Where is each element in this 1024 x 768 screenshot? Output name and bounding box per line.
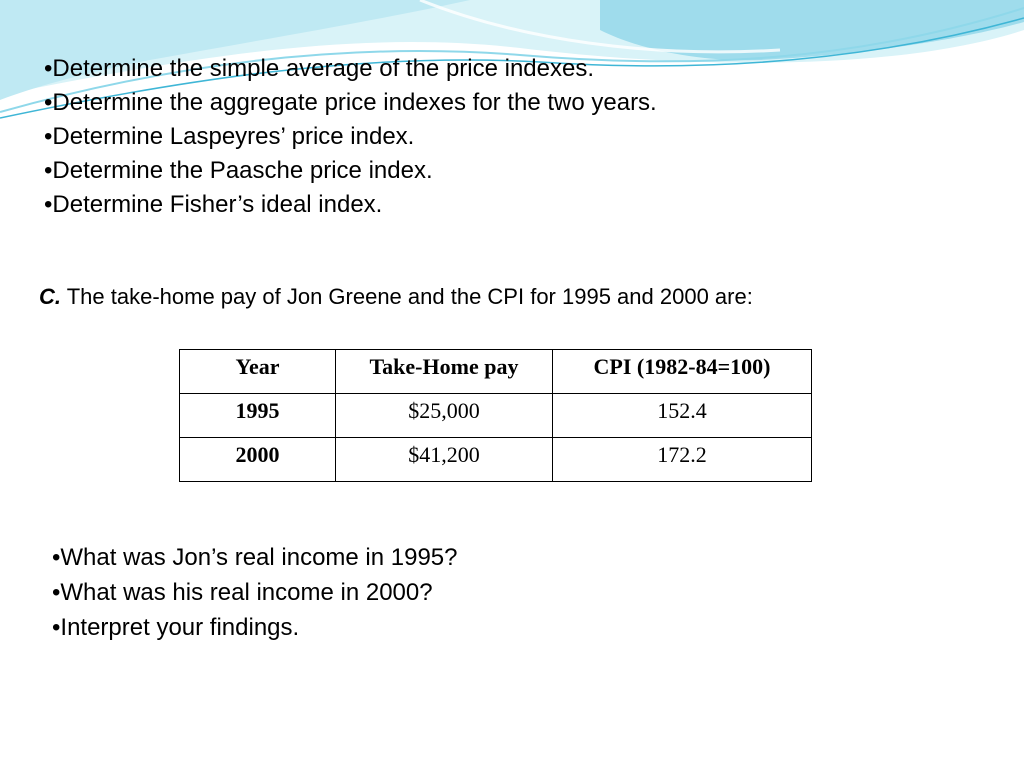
cpi-cell: 172.2 <box>553 438 812 482</box>
question-item: •What was his real income in 2000? <box>52 579 433 606</box>
table-row <box>180 438 812 482</box>
section-c-text: The take-home pay of Jon Greene and the CPI for 1995 and 2000 are: <box>61 284 753 309</box>
section-c-intro <box>39 282 753 312</box>
task-item: •Determine the simple average of the price indexes. <box>44 55 595 82</box>
column-header-cpi: CPI (1982-84=100) <box>553 350 812 394</box>
table-row <box>180 394 812 438</box>
task-item: •Determine Laspeyres’ price index. <box>44 123 415 150</box>
column-header-take-home-pay: Take-Home pay <box>336 350 553 394</box>
pay-cell: $25,000 <box>336 394 553 438</box>
cpi-cell: 152.4 <box>553 394 812 438</box>
question-list <box>52 540 458 645</box>
section-c-label: C. <box>39 284 61 309</box>
task-item: •Determine Fisher’s ideal index. <box>44 191 383 218</box>
year-cell: 2000 <box>180 438 336 482</box>
column-header-year: Year <box>180 350 336 394</box>
question-item: •What was Jon’s real income in 1995? <box>52 544 458 571</box>
task-item: •Determine the aggregate price indexes for the two years. <box>44 89 657 116</box>
table-header-row <box>180 350 812 394</box>
task-item: •Determine the Paasche price index. <box>44 157 433 184</box>
year-cell: 1995 <box>180 394 336 438</box>
pay-cell: $41,200 <box>336 438 553 482</box>
task-list <box>44 52 657 222</box>
income-cpi-table <box>179 349 812 482</box>
question-item: •Interpret your findings. <box>52 614 300 641</box>
